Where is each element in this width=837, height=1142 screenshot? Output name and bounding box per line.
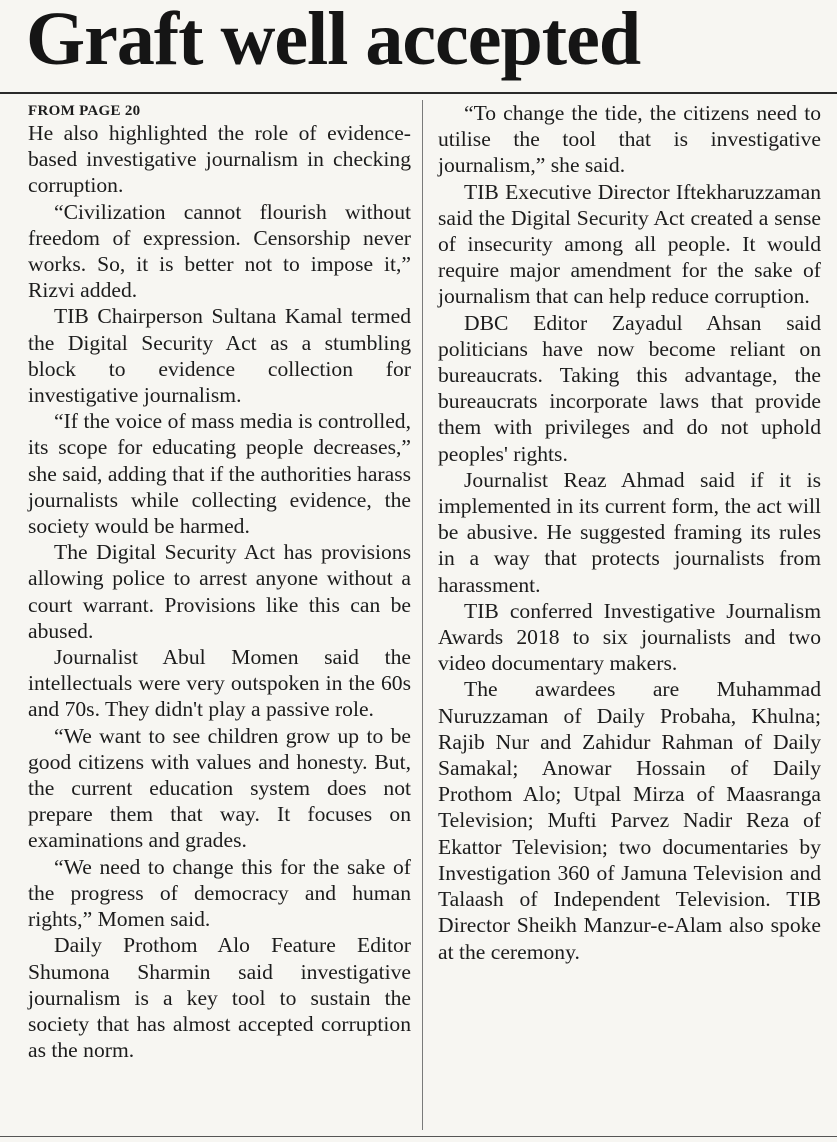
paragraph: “We need to change this for the sake of the progress of democracy and human rights,” Momen said. xyxy=(28,854,411,932)
headline-rule xyxy=(0,92,837,94)
paragraph: Journalist Reaz Ahmad said if it is implemented in its current form, the act will be abusive. He suggested framing its rules in a way that protects journalists from harassment. xyxy=(438,467,821,597)
paragraph: TIB conferred Investigative Journalism Awards 2018 to six journalists and two video documentary makers. xyxy=(438,598,821,676)
paragraph: He also highlighted the role of evidence-based investigative journalism in checking corruption. xyxy=(28,121,411,198)
paragraph: The awardees are Muhammad Nuruzzaman of Daily Probaha, Khulna; Rajib Nur and Zahidur Rahman of Daily Samakal; Anowar Hossain of Daily Prothom Alo; Utpal Mirza of Maasranga Television; Mufti Parvez Nadir Reza of Ekattor Television; two documentaries by Investigation 360 of Jamuna Television and Talaash of Independent Television. TIB Director Sheikh Manzur-e-Alam also spoke at the ceremony. xyxy=(438,677,821,964)
headline: Graft well accepted xyxy=(26,0,641,81)
paragraph: Journalist Abul Momen said the intellectuals were very outspoken in the 60s and 70s. They didn't play a passive role. xyxy=(28,645,411,722)
right-column xyxy=(438,100,821,965)
paragraph: TIB Executive Director Iftekharuzzaman said the Digital Security Act created a sense of insecurity among all people. It would require major amendment for the sake of journalism that can help reduce corruption. xyxy=(438,179,821,309)
paragraph: “Civilization cannot flourish without freedom of expression. Censorship never works. So, it is better not to impose it,” Rizvi added. xyxy=(28,199,411,303)
paragraph: The Digital Security Act has provisions allowing police to arrest anyone without a court warrant. Provisions like this can be abused. xyxy=(28,540,411,643)
paragraph: TIB Chairperson Sultana Kamal termed the Digital Security Act as a stumbling block to evidence collection for investigative journalism. xyxy=(28,304,411,408)
paragraph: “If the voice of mass media is controlled, its scope for educating people decreases,” she said, adding that if the authorities harass journalists while collecting evidence, the society would be harmed. xyxy=(28,409,411,539)
bottom-rule xyxy=(0,1136,837,1137)
paragraph: DBC Editor Zayadul Ahsan said politicians have now become reliant on bureaucrats. Taking this advantage, the bureaucrats incorporate laws that provide them with privileges and do not uphold peoples' rights. xyxy=(438,310,821,466)
column-divider xyxy=(422,100,423,1130)
left-column xyxy=(28,100,411,1063)
paragraph: Daily Prothom Alo Feature Editor Shumona Sharmin said investigative journalism is a key tool to sustain the society that has almost accepted corruption as the norm. xyxy=(28,933,411,1063)
paragraph: “We want to see children grow up to be good citizens with values and honesty. But, the current education system does not prepare them that way. It focuses on examinations and grades. xyxy=(28,723,411,853)
kicker-from-page: FROM PAGE 20 xyxy=(28,103,141,119)
paragraph: “To change the tide, the citizens need to utilise the tool that is investigative journalism,” she said. xyxy=(438,101,821,178)
